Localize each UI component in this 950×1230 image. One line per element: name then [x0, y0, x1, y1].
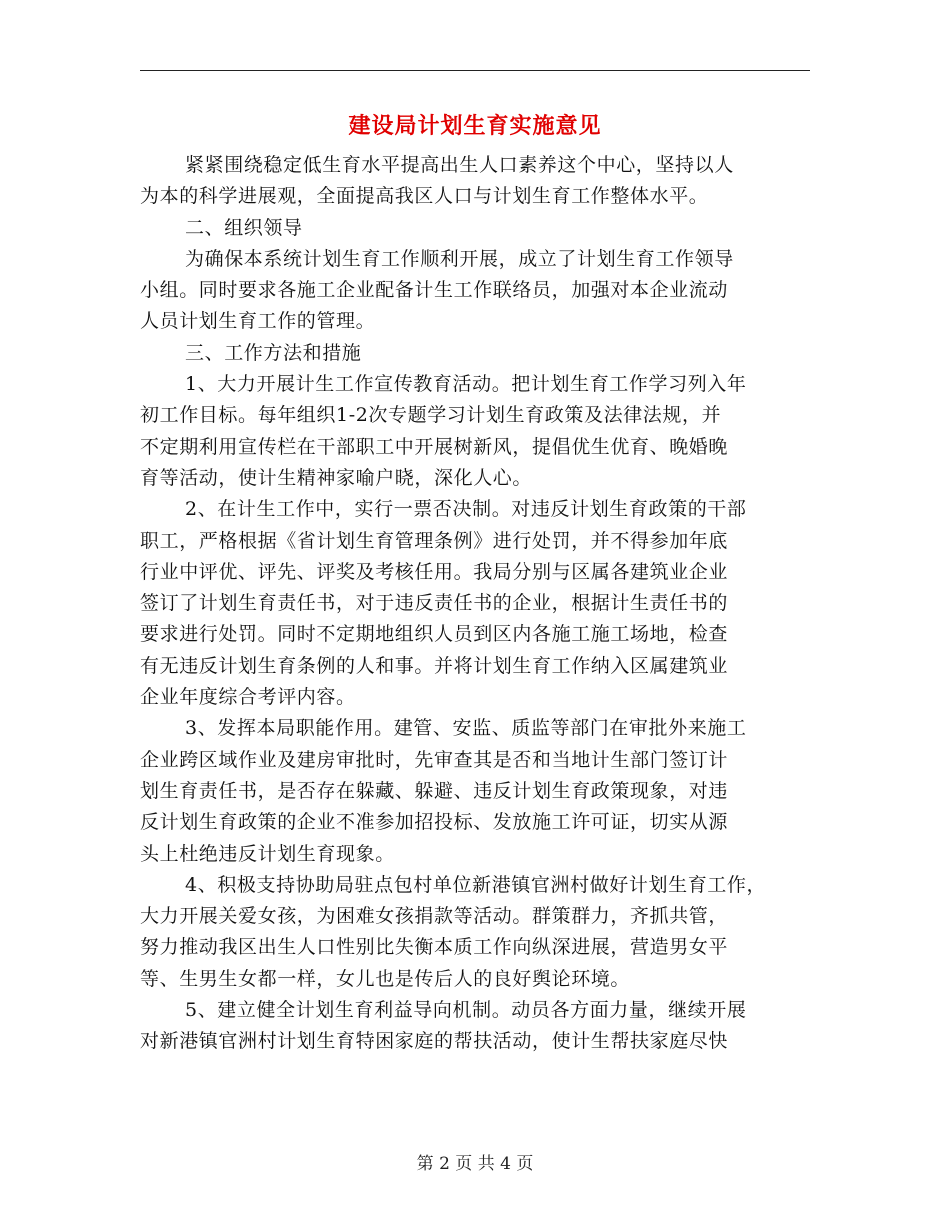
- text-line: 小组。同时要求各施工企业配备计生工作联络员，加强对本企业流动: [140, 279, 729, 302]
- text-line: 反计划生育政策的企业不准参加招投标、发放施工许可证，切实从源: [140, 811, 729, 834]
- text-line: 三、工作方法和措施: [185, 341, 362, 364]
- document-body: [140, 150, 820, 1058]
- text-line: 人员计划生育工作的管理。: [140, 310, 376, 333]
- document-title: 建设局计划生育实施意见: [348, 113, 602, 139]
- text-line: 育等活动，使计生精神家喻户晓，深化人心。: [140, 466, 533, 489]
- text-line: 为确保本系统计划生育工作顺利开展，成立了计划生育工作领导: [185, 247, 734, 270]
- text-line: 3、发挥本局职能作用。建管、安监、质监等部门在审批外来施工: [185, 717, 747, 740]
- text-line: 大力开展关爱女孩，为困难女孩捐款等活动。群策群力，齐抓共管，: [140, 905, 729, 928]
- text-line: 要求进行处罚。同时不定期地组织人员到区内各施工施工场地，检查: [140, 623, 729, 646]
- text-line: 2、在计生工作中，实行一票否决制。对违反计划生育政策的干部: [185, 498, 747, 521]
- text-line: 企业年度综合考评内容。: [140, 686, 356, 709]
- text-line: 签订了计划生育责任书，对于违反责任书的企业，根据计生责任书的: [140, 592, 729, 615]
- text-line: 对新港镇官洲村计划生育特困家庭的帮扶活动，使计生帮扶家庭尽快: [140, 1030, 729, 1053]
- text-line: 企业跨区域作业及建房审批时，先审查其是否和当地计生部门签订计: [140, 748, 729, 771]
- text-line: 有无违反计划生育条例的人和事。并将计划生育工作纳入区属建筑业: [140, 654, 729, 677]
- text-line: 划生育责任书，是否存在躲藏、躲避、违反计划生育政策现象，对违: [140, 779, 729, 802]
- header-rule: [140, 70, 810, 71]
- text-line: 为本的科学进展观，全面提高我区人口与计划生育工作整体水平。: [140, 185, 709, 208]
- text-line: 不定期利用宣传栏在干部职工中开展树新风，提倡优生优育、晚婚晚: [140, 435, 729, 458]
- text-line: 5、建立健全计划生育利益导向机制。动员各方面力量，继续开展: [185, 999, 747, 1022]
- text-line: 1、大力开展计生工作宣传教育活动。把计划生育工作学习列入年: [185, 373, 747, 396]
- text-line: 紧紧围绕稳定低生育水平提高出生人口素养这个中心，坚持以人: [185, 154, 734, 176]
- text-line: 头上杜绝违反计划生育现象。: [140, 842, 395, 865]
- page-footer: 第 2 页 共 4 页: [416, 1154, 534, 1174]
- text-line: 职工，严格根据《省计划生育管理条例》进行处罚，并不得参加年底: [140, 529, 729, 552]
- text-line: 等、生男生女都一样，女儿也是传后人的良好舆论环境。: [140, 967, 631, 990]
- text-line: 二、组织领导: [185, 216, 303, 239]
- text-line: 努力推动我区出生人口性别比失衡本质工作向纵深进展，营造男女平: [140, 936, 729, 959]
- text-line: 初工作目标。每年组织1-2次专题学习计划生育政策及法律法规，并: [140, 404, 722, 427]
- text-line: 行业中评优、评先、评奖及考核任用。我局分别与区属各建筑业企业: [140, 560, 729, 583]
- text-line: 4、积极支持协助局驻点包村单位新港镇官洲村做好计划生育工作，: [185, 873, 767, 896]
